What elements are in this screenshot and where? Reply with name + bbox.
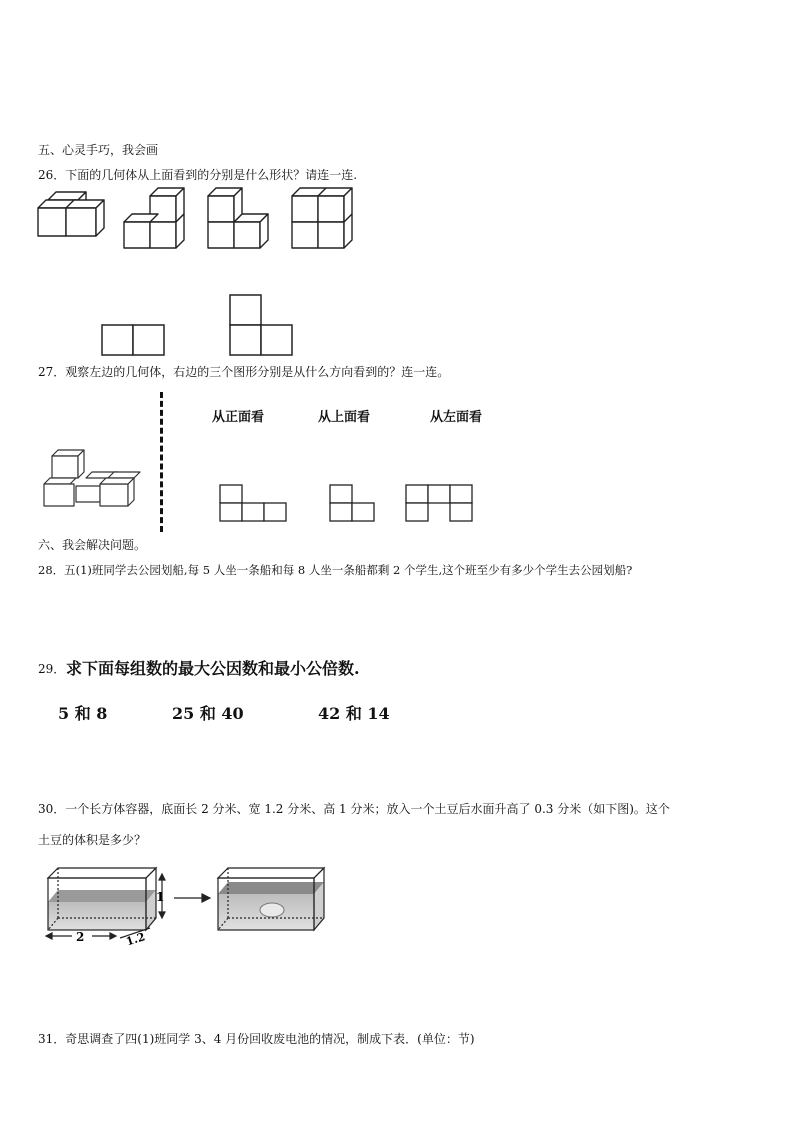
q27-dashed-divider xyxy=(160,392,163,532)
q30-container-figure xyxy=(40,864,340,949)
q27-label-front: 从正面看 xyxy=(212,410,265,425)
question-31-text: 31．奇思调查了四(1)班同学 3、4 月份回收废电池的情况，制成下表．(单位：节) xyxy=(38,1032,475,1046)
solid-4 xyxy=(292,188,352,248)
q26-top-views xyxy=(100,294,300,358)
question-30-line-2: 土豆的体积是多少？ xyxy=(38,833,147,847)
q27-solid-figure xyxy=(40,448,144,508)
q27-label-top: 从上面看 xyxy=(318,410,371,425)
solid-2 xyxy=(124,188,184,248)
q27-label-left: 从左面看 xyxy=(430,410,483,425)
solid-1 xyxy=(38,192,104,236)
question-29-number: 29． xyxy=(38,662,66,676)
solid-3 xyxy=(208,188,268,248)
q30-dim-height: 1 xyxy=(156,890,165,904)
question-30-line-1: 30．一个长方体容器，底面长 2 分米、宽 1.2 分米、高 1 分米；放入一个土豆后水面升高了 0.3 分米（如下图)。这个 xyxy=(38,802,670,816)
section-six-heading: 六、我会解决问题。 xyxy=(38,538,147,552)
question-28-text: 28．五(1)班同学去公园划船,每 5 人坐一条船和每 8 人坐一条船都剩 2 个学生,这个班至少有多少个学生去公园划船? xyxy=(38,563,633,577)
q30-dim-length: 2 xyxy=(76,930,85,944)
q26-solids-figure xyxy=(36,186,356,252)
question-27-text: 27．观察左边的几何体，右边的三个图形分别是从什么方向看到的？连一连。 xyxy=(38,365,450,379)
question-26-text: 26．下面的几何体从上面看到的分别是什么形状？请连一连. xyxy=(38,168,358,182)
q29-pair-1: 5 和 8 xyxy=(58,704,108,723)
section-five-heading: 五、心灵手巧，我会画 xyxy=(38,143,159,157)
q29-pair-3: 42 和 14 xyxy=(318,704,390,723)
q29-pair-2: 25 和 40 xyxy=(172,704,244,723)
question-29-text: 求下面每组数的最大公因数和最小公倍数. xyxy=(66,659,360,678)
q30-dim-width: 1.2 xyxy=(124,930,147,949)
q27-view-shapes xyxy=(218,484,478,524)
